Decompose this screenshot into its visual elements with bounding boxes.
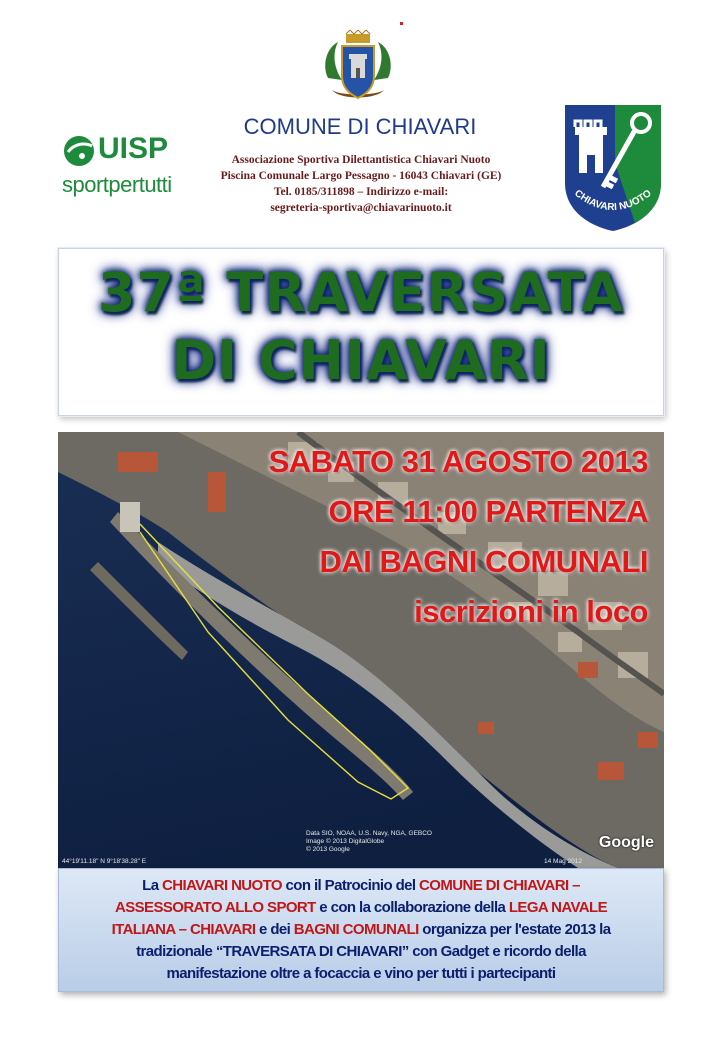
association-phone: Tel. 0185/311898 – Indirizzo e-mail:: [273, 186, 449, 198]
info-line-3: [59, 921, 663, 938]
info-text: e dei: [255, 921, 294, 938]
event-location: DAI BAGNI COMUNALI: [319, 544, 648, 579]
aerial-map-photo: [58, 432, 664, 868]
comune-title: COMUNE DI CHIAVARI: [243, 114, 477, 139]
event-time: ORE 11:00 PARTENZA: [328, 494, 648, 529]
association-address: Piscina Comunale Largo Pessagno - 16043 Chiavari (GE): [220, 170, 502, 182]
association-name: Associazione Sportiva Dilettantistica Chiavari Nuoto: [231, 154, 491, 166]
info-text: organizza per l'estate 2013 la: [418, 921, 611, 938]
uisp-runner-icon: [62, 134, 96, 168]
map-image-credit: Image © 2013 DigitalGlobe: [306, 838, 385, 845]
info-highlight: CHIAVARI NUOTO: [162, 877, 282, 894]
info-text: e con la collaborazione della: [315, 899, 509, 916]
title-line-2: DI CHIAVARI: [171, 329, 551, 392]
info-line-4: tradizionale “TRAVERSATA DI CHIAVARI” con Gadget e ricordo della: [136, 943, 586, 960]
info-text: La: [142, 877, 163, 894]
info-line-1: [59, 877, 663, 894]
uisp-name: UISP: [98, 132, 169, 165]
map-date: 14 Mag 2012: [544, 858, 582, 865]
title-line-1: 37ª TRAVERSATA: [97, 261, 625, 324]
info-highlight: LEGA NAVALE: [508, 899, 607, 916]
association-email: segreteria-sportiva@chiavarinuoto.it: [270, 202, 452, 214]
chiavari-nuoto-logo: [563, 103, 663, 233]
info-highlight: BAGNI COMUNALI: [293, 921, 419, 938]
map-data-credit: Data SIO, NOAA, U.S. Navy, NGA, GEBCO: [306, 830, 432, 837]
info-highlight: ITALIANA – CHIAVARI: [111, 921, 256, 938]
city-crest-icon: [318, 30, 398, 110]
map-coordinates: 44°19'11.18" N 9°18'38.28" E: [62, 858, 147, 865]
info-box: [58, 868, 664, 992]
info-text: con il Patrocinio del: [281, 877, 420, 894]
info-line-2: [59, 899, 663, 916]
google-watermark: Google: [598, 834, 654, 851]
chiavari-nuoto-logo-text: CHIAVARI NUOTO: [572, 187, 654, 214]
svg-text:CHIAVARI NUOTO: [572, 188, 654, 213]
info-text: –: [568, 877, 580, 894]
info-highlight: COMUNE DI CHIAVARI: [419, 877, 569, 894]
event-date: SABATO 31 AGOSTO 2013: [268, 444, 648, 479]
uisp-tagline: sportpertutti: [62, 172, 172, 197]
event-registration: iscrizioni in loco: [414, 594, 648, 629]
info-highlight: ASSESSORATO ALLO SPORT: [115, 899, 316, 916]
uisp-logo: [60, 132, 200, 202]
title-banner: [58, 248, 664, 416]
info-line-5: manifestazione oltre a focaccia e vino per tutti i partecipanti: [166, 965, 556, 982]
map-copyright: © 2013 Google: [306, 846, 350, 853]
red-dot-mark: [400, 22, 403, 25]
